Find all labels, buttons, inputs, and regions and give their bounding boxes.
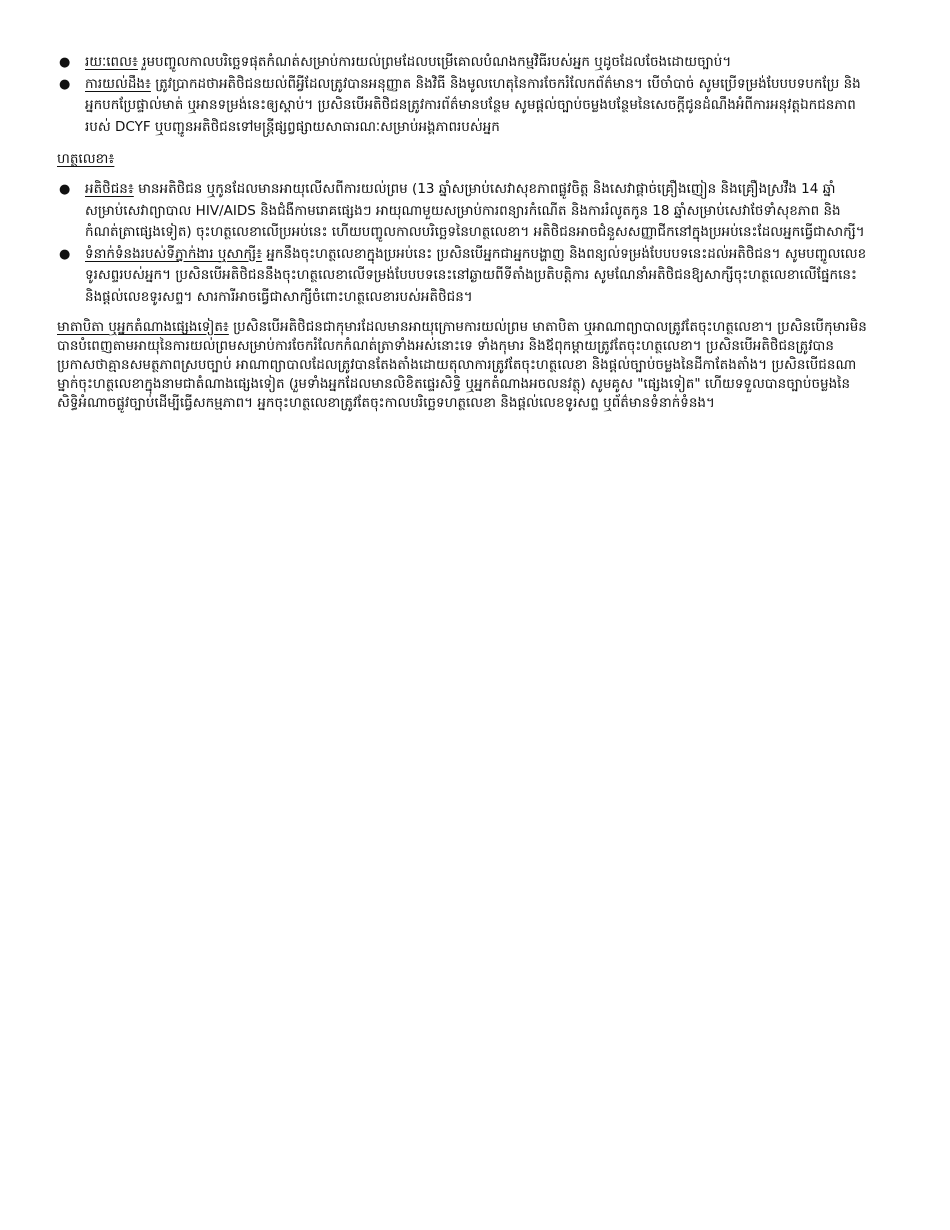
text-parent-representative: ប្រសិនបើអតិថិជនជាកុមារដែលមានអាយុក្រោមការយល់ព្រម មាតាបិតា ឬអាណាព្យាបាលត្រូវតែចុះហត្ថលេខា។ ប្រសិនបើកុមារមិនបានបំពេញតាមអាយុនៃការយល់ព្រមសម្រាប់ការចែករំលែកកំណត់ត្រាទាំងអស់នោះទេ ទាំងកុមារ និងឪពុកម្តាយត្រូវតែចុះហត្ថលេខា។ ប្រសិនបើអតិថិជនត្រូវបានប្រកាសថាគ្មានសមត្ថភាពស្របច្បាប់ អាណាព្យាបាលដែលត្រូវបានតែងតាំងដោយតុលាការត្រូវតែចុះហត្ថលេខា និងផ្តល់ច្បាប់ចម្លងនៃដីកាតែងតាំង។ ប្រសិនបើជនណាម្នាក់ចុះហត្ថលេខាក្នុងនាមជាតំណាងផ្សេងទៀត (រួមទាំងអ្នកដែលមានលិខិតផ្ទេរសិទ្ធិ ឬអ្នកតំណាងអចលនវត្ថុ) សូមគូស "ផ្សេងទៀត" ហើយទទួលបានច្បាប់ចម្លងនៃសិទ្ធិអំណាចផ្លូវច្បាប់ដើម្បីធ្វើសកម្មភាព។ អ្នកចុះហត្ថលេខាត្រូវតែចុះកាលបរិច្ឆេទហត្ថលេខា និងផ្តល់លេខទូរសព្ទ ឬព័ត៌មានទំនាក់ទំនង។ [57,319,867,411]
bullet-icon: ● [59,182,71,197]
term-agency-witness: ទំនាក់ទំនងរបស់ទីភ្នាក់ងារ ឬសាក្សី៖ [85,245,263,262]
text-client: មានអតិថិជន ឬកូនដែលមានអាយុលើសពីការយល់ព្រម (13 ឆ្នាំសម្រាប់សេវាសុខភាពផ្លូវចិត្ត និងសេវាផ្តាច់គ្រឿងញៀន និងគ្រឿងស្រវឹង 14 ឆ្នាំសម្រាប់សេវាព្យាបាល HIV/AIDS និងជំងឺកាមរោគផ្សេងៗ អាយុណាមួយសម្រាប់ការពន្យារកំណើត និងការរំលូតកូន 18 ឆ្នាំសម្រាប់សេវាថែទាំសុខភាព និងកំណត់ត្រាផ្សេងទៀត) ចុះហត្ថលេខាលើប្រអប់នេះ ហើយបញ្ចូលកាលបរិច្ឆេទនៃហត្ថលេខា។ អតិថិជនអាចជំនួសសញ្ញាជីកនៅក្នុងប្រអប់នេះដែលអ្នកធ្វើជាសាក្សី។ [85,181,865,240]
text-understanding: ត្រូវប្រាកដថាអតិថិជនយល់ពីអ្វីដែលត្រូវបានអនុញ្ញាត និងវិធី និងមូលហេតុនៃការចែករំលែកព័ត៌មាន។ បើចាំបាច់ សូមប្រើទម្រង់បែបបទបកប្រែ និងអ្នកបកប្រែផ្ទាល់មាត់ ឬអានទម្រង់នេះឲ្យស្តាប់។ ប្រសិនបើអតិថិជនត្រូវការព័ត៌មានបន្ថែម សូមផ្តល់ច្បាប់ចម្លងបន្ថែមនៃសេចក្តីជូនដំណឹងអំពីការអនុវត្តឯកជនភាពរបស់ DCYF ឬបញ្ជូនអតិថិជនទៅមន្ត្រីផ្សព្វផ្សាយសាធារណៈសម្រាប់អង្គភាពរបស់អ្នក [85,75,861,135]
instructions-list-2 [57,179,870,308]
bullet-icon: ● [59,76,71,92]
text-duration: រួមបញ្ចូលកាលបរិច្ឆេទផុតកំណត់សម្រាប់ការយល់ព្រមដែលបម្រើគោលបំណងកម្មវិធីរបស់អ្នក ឬដូចដែលចែងដោយច្បាប់។ [142,54,732,70]
list-item-agency-witness [57,244,870,309]
list-item-understanding [57,74,870,139]
bullet-icon: ● [59,55,71,70]
list-item-client [57,179,870,244]
term-client: អតិថិជន៖ [85,181,134,197]
list-item-duration [57,52,870,74]
term-duration: រយៈពេល៖ [85,54,138,70]
term-understanding: ការយល់ដឹង៖ [85,75,151,92]
signatures-heading: ហត្ថលេខា៖ [57,151,115,167]
bullet-icon: ● [59,246,71,262]
parent-representative-paragraph [57,318,870,413]
instructions-list-1 [57,52,870,138]
term-parent-representative: មាតាបិតា ឬអ្នកតំណាងផ្សេងទៀត៖ [57,319,229,335]
text-agency-witness: អ្នកនឹងចុះហត្ថលេខាក្នុងប្រអប់នេះ ប្រសិនបើអ្នកជាអ្នកបង្ហាញ និងពន្យល់ទម្រង់បែបបទនេះដល់អតិថិជន។ សូមបញ្ចូលលេខទូរសព្ទរបស់អ្នក។ ប្រសិនបើអតិថិជននឹងចុះហត្ថលេខាលើទម្រង់បែបបទនេះនៅឆ្ងាយពីទីតាំងប្រតិបត្តិការ សូមណែនាំអតិថិជនឱ្យសាក្សីចុះហត្ថលេខាលើផ្នែកនេះ និងផ្តល់លេខទូរសព្ទ។ សារការីអាចធ្វើជាសាក្សីចំពោះហត្ថលេខារបស់អតិថិជន។ [85,245,867,305]
